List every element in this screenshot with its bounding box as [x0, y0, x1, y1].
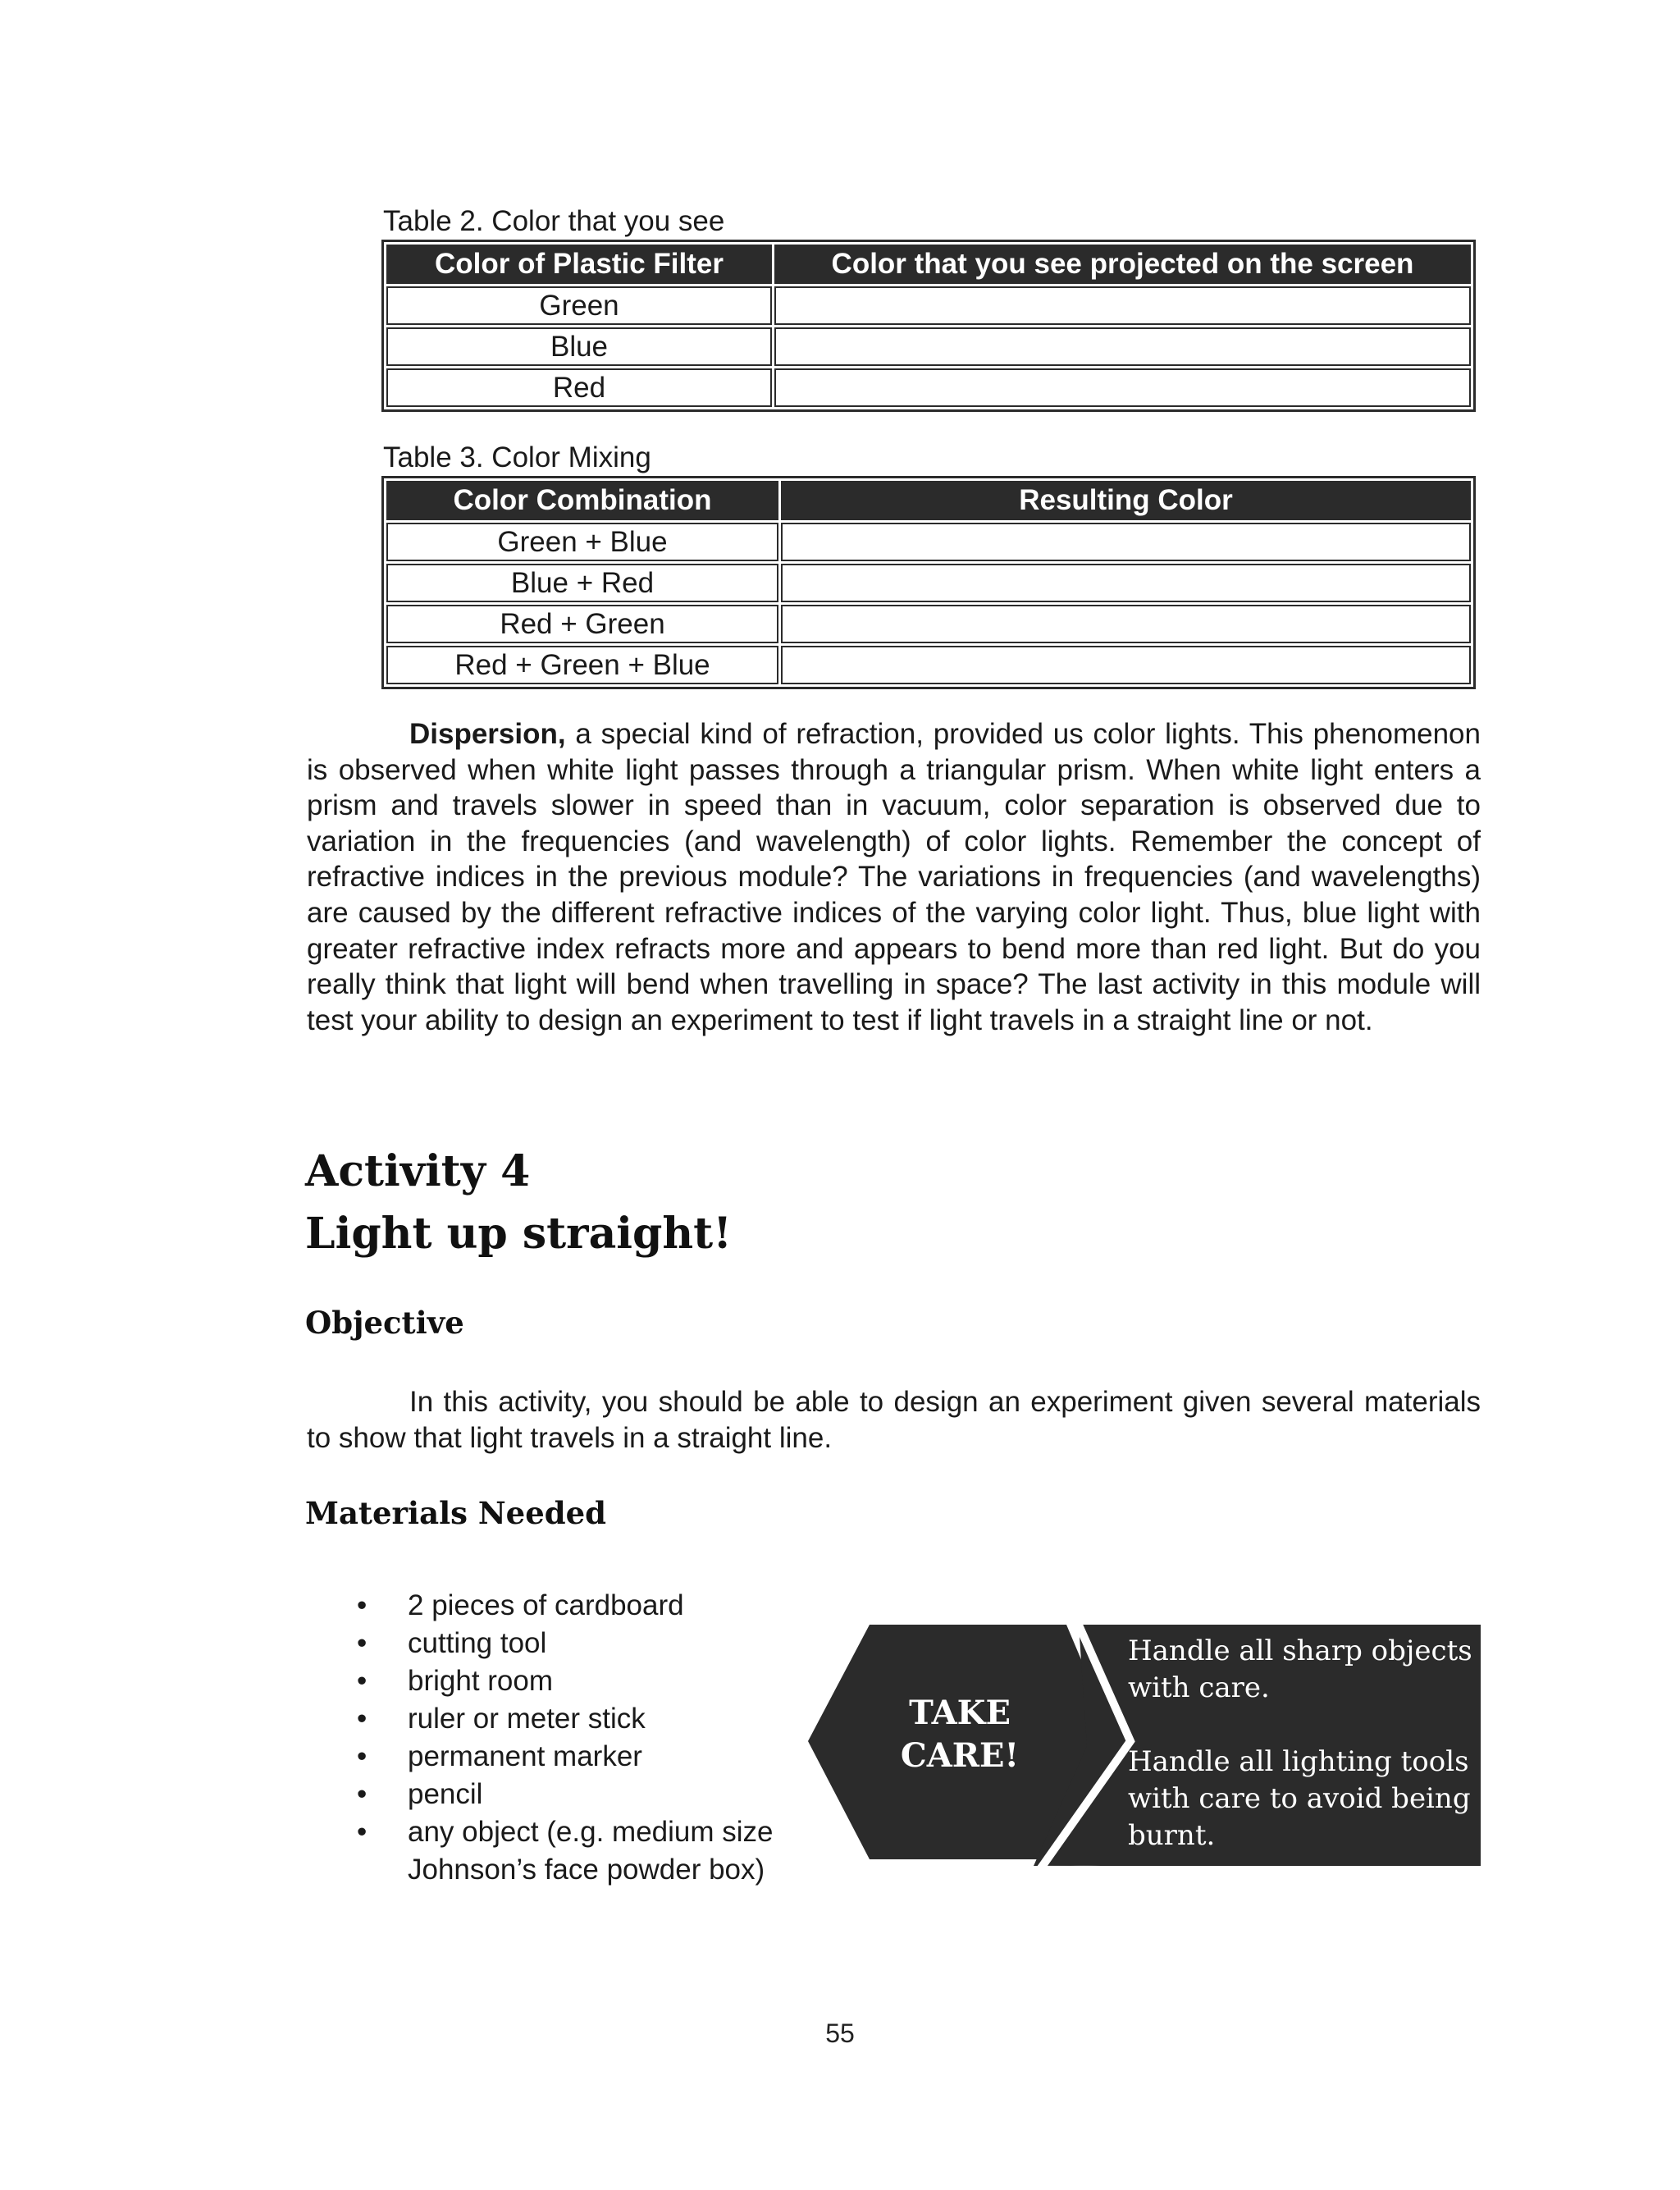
table3-cell-answer: [781, 605, 1471, 643]
table3-header-combination: Color Combination: [386, 481, 778, 520]
table3-cell-combination: Red + Green: [386, 605, 778, 643]
table2-header-filter: Color of Plastic Filter: [386, 245, 772, 284]
table3-caption: Table 3. Color Mixing: [383, 441, 651, 473]
bullet-icon: •: [357, 1778, 368, 1810]
table2-caption: Table 2. Color that you see: [383, 205, 725, 237]
list-item: • bright room: [350, 1662, 777, 1700]
objective-paragraph: [307, 1384, 1481, 1456]
dispersion-term: Dispersion,: [409, 718, 566, 750]
table3-cell-combination: Blue + Red: [386, 564, 778, 602]
table-row: [386, 327, 1471, 366]
take-care-note-lighting: Handle all lighting tools with care to avoid being burnt.: [1128, 1745, 1471, 1852]
table2-cell-answer: [774, 327, 1471, 366]
activity-title: Light up straight!: [305, 1209, 733, 1259]
activity-number: Activity 4: [305, 1146, 531, 1196]
table2-header-row: [386, 245, 1471, 284]
bullet-icon: •: [357, 1816, 368, 1848]
take-care-notes: [1128, 1633, 1472, 1854]
objective-text: In this activity, you should be able to design an experiment given several materials to show that light travels in a straight line.: [307, 1386, 1481, 1454]
table3-header-result: Resulting Color: [781, 481, 1471, 520]
table3-header-row: [386, 481, 1471, 520]
table3: [381, 476, 1476, 689]
bullet-icon: •: [357, 1589, 368, 1621]
list-item: • cutting tool: [350, 1625, 777, 1662]
table2: [381, 240, 1476, 412]
table-row: [386, 564, 1471, 602]
table-row: [386, 368, 1471, 407]
dispersion-text: a special kind of refraction, provided us color lights. This phenomenon is observed when white light passes through a triangular prism. When white light enters a prism and travels slower in speed than in vacuum, color separation is observed due to variation in the frequencies (and wavelength) of color lights. Remember the concept of refractive indices in the previous module? The variations in frequencies (and wavelengths) are caused by the different refractive indices of the varying color light. Thus, blue light with greater refractive index refracts more and appears to bend more than red light. But do you really think that light will bend when travelling in space? The last activity in this module will test your ability to design an experiment to test if light travels in a straight line or not.: [307, 718, 1481, 1036]
page-number: 55: [825, 2019, 855, 2048]
table2-header-projected: Color that you see projected on the screen: [774, 245, 1471, 284]
table2-cell-filter: Red: [386, 368, 772, 407]
table2-cell-filter: Blue: [386, 327, 772, 366]
table3-cell-answer: [781, 564, 1471, 602]
table3-cell-answer: [781, 523, 1471, 561]
materials-list: [350, 1587, 777, 1889]
list-item: • 2 pieces of cardboard: [350, 1587, 777, 1625]
materials-heading: Materials Needed: [305, 1495, 607, 1531]
table2-cell-filter: Green: [386, 286, 772, 325]
list-item: • permanent marker: [350, 1738, 777, 1776]
list-item: • ruler or meter stick: [350, 1700, 777, 1738]
table-row: [386, 523, 1471, 561]
table2-cell-answer: [774, 368, 1471, 407]
objective-heading: Objective: [305, 1305, 464, 1341]
bullet-icon: •: [357, 1665, 368, 1697]
take-care-callout: [808, 1625, 1481, 1866]
table3-cell-combination: Green + Blue: [386, 523, 778, 561]
bullet-icon: •: [357, 1627, 368, 1659]
table-row: [386, 605, 1471, 643]
list-item: • pencil: [350, 1776, 777, 1813]
bullet-icon: •: [357, 1703, 368, 1735]
list-item: • any object (e.g. medium size Johnson’s face powder box): [350, 1813, 777, 1889]
take-care-note-sharp: Handle all sharp objects with care.: [1128, 1634, 1472, 1704]
table3-cell-combination: Red + Green + Blue: [386, 646, 778, 684]
table2-cell-answer: [774, 286, 1471, 325]
take-care-title: TAKE CARE!: [900, 1694, 1020, 1775]
table3-cell-answer: [781, 646, 1471, 684]
bullet-icon: •: [357, 1740, 368, 1772]
table-row: [386, 286, 1471, 325]
dispersion-paragraph: [307, 716, 1481, 1038]
table-row: [386, 646, 1471, 684]
